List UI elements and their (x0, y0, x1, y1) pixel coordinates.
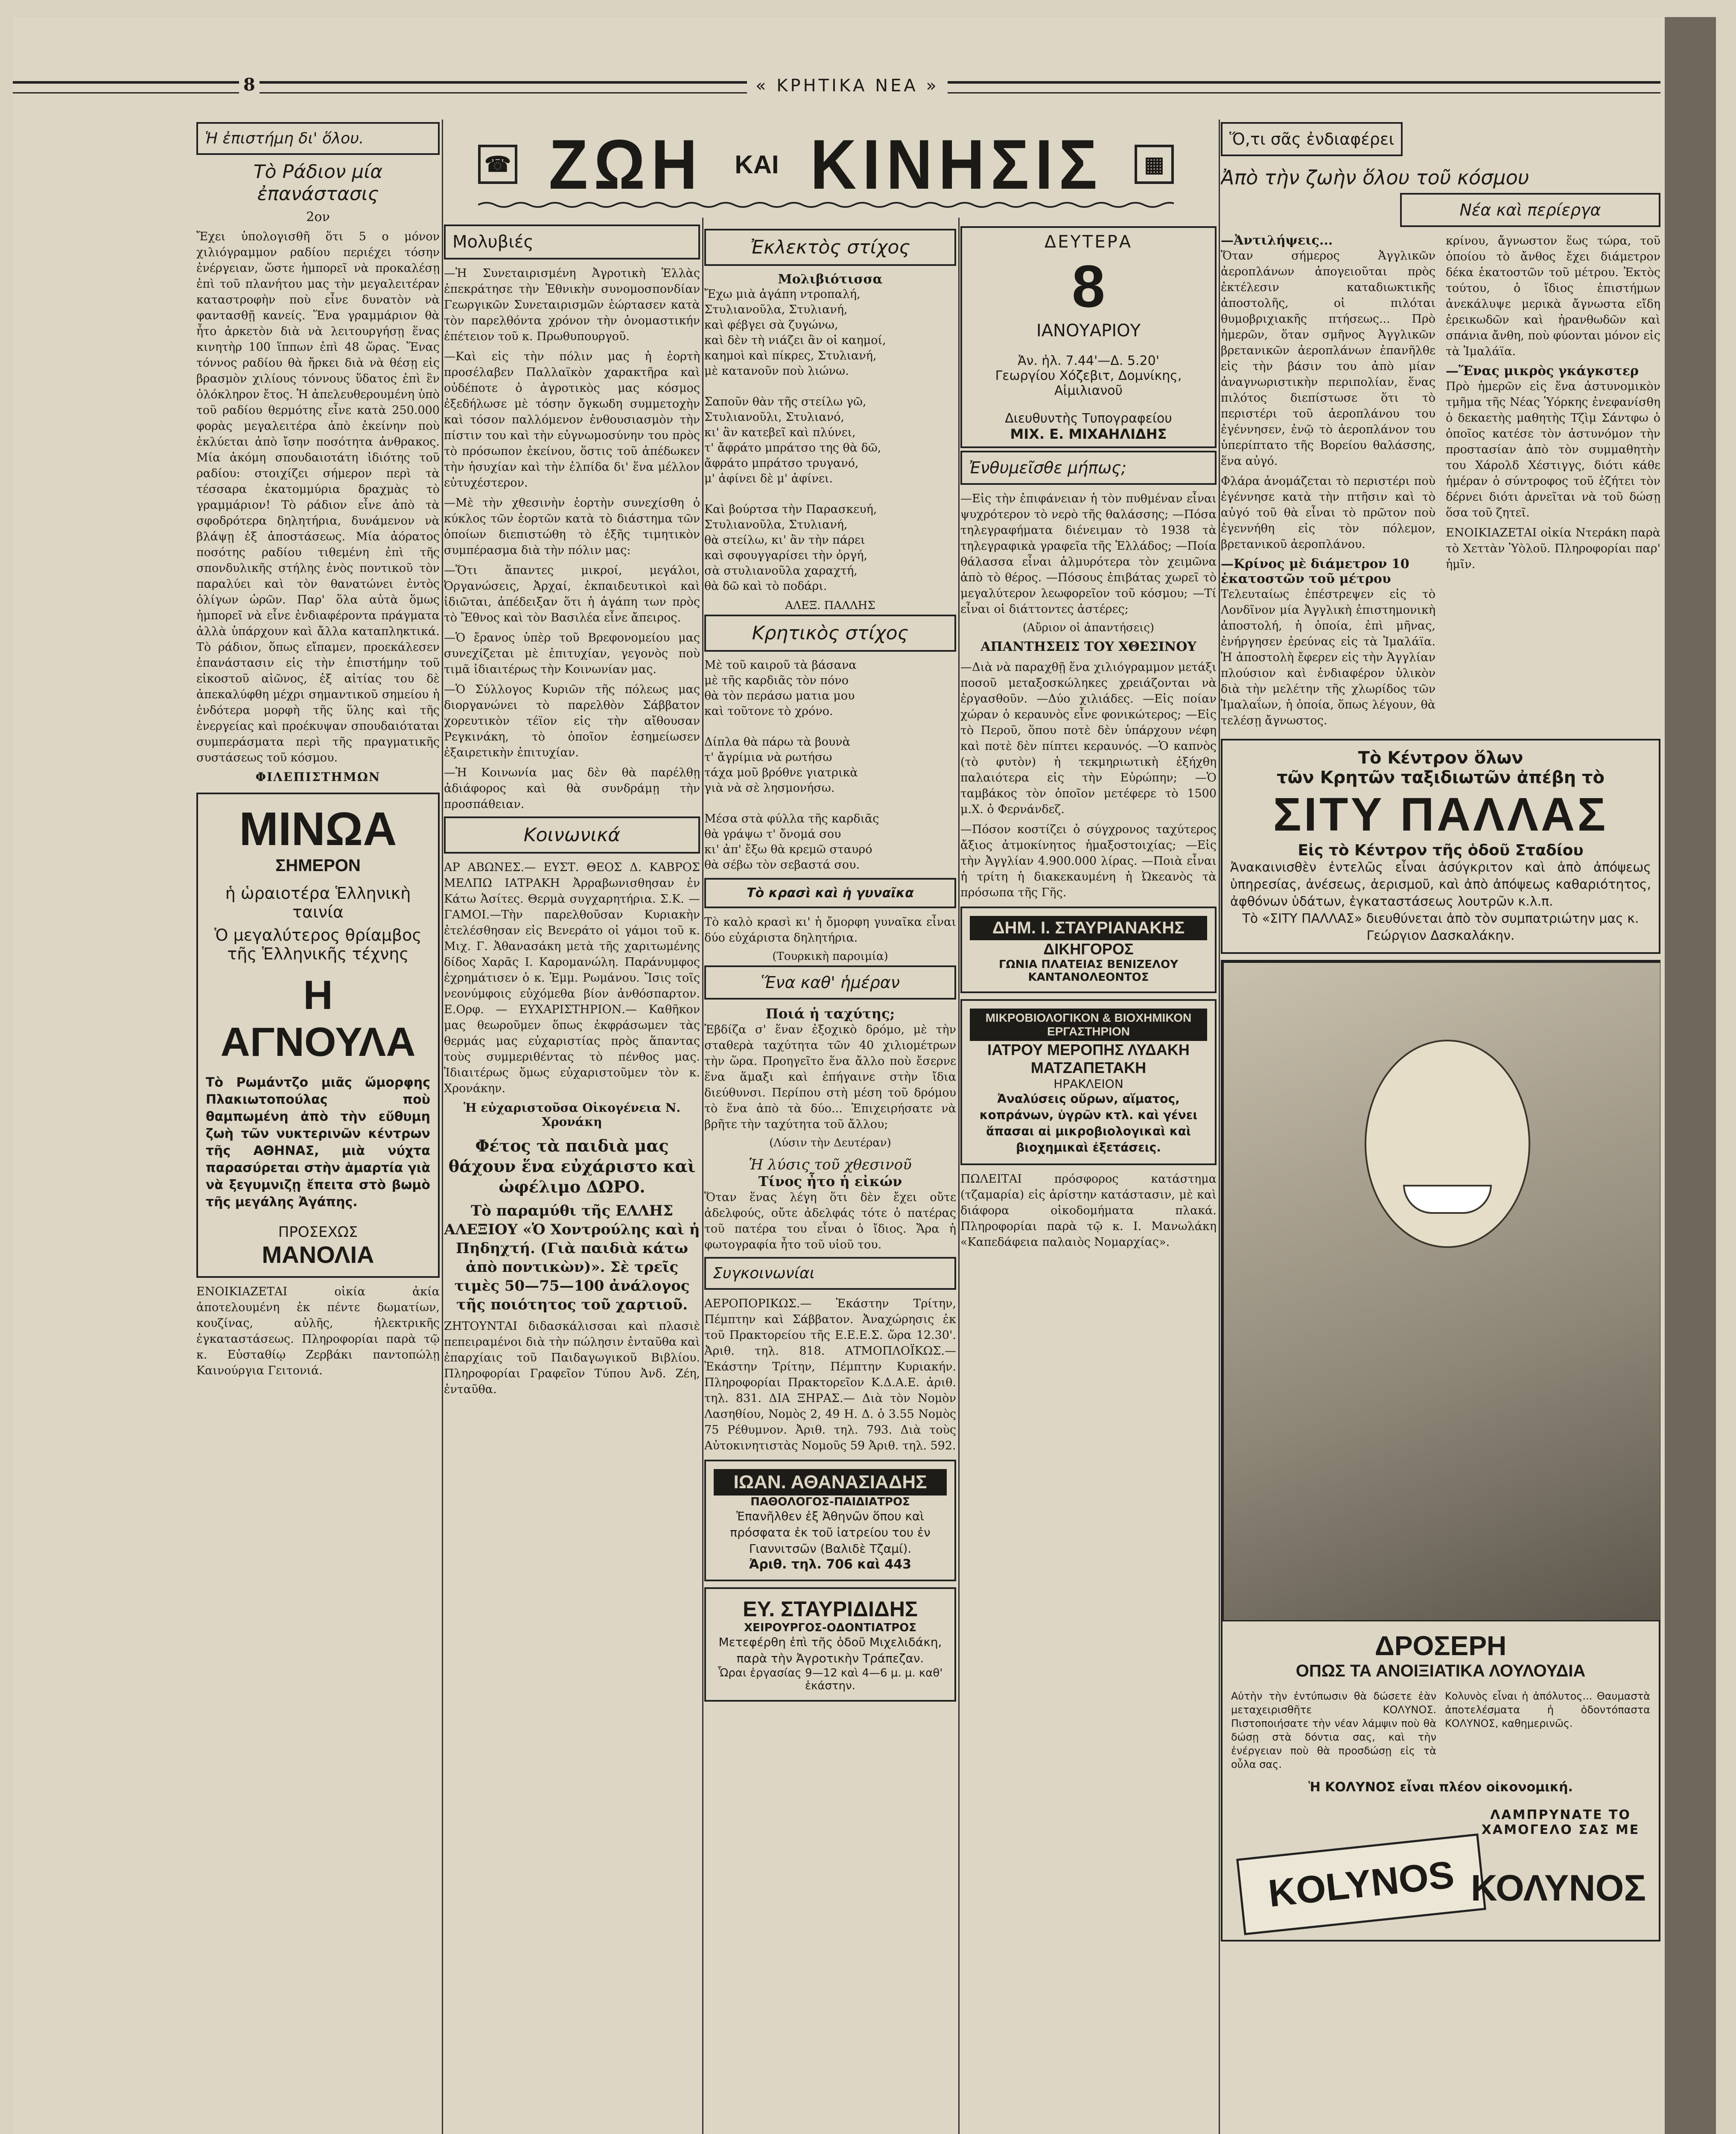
next-film: ΜΑΝΟΛΙΑ (262, 1241, 374, 1268)
hotel-where: Εἰς τὸ Κέντρον τῆς ὁδοῦ Σταδίου (1298, 842, 1584, 859)
molyvies-p5: —Ὁ ἔρανος ὑπὲρ τοῦ Βρεφονομείου μας συνεχίζεται μὲ ἐπιτυχίαν, γεγονὸς ποὺ τιμᾶ ἰδιαιτέρως τὴν Κοινωνίαν μας. (444, 631, 700, 676)
newspaper-page (13, 17, 1716, 2134)
world-tab: Ὅ,τι σᾶς ἐνδιαφέρει (1221, 122, 1403, 156)
wine-title: Τὸ κρασὶ καὶ ἡ γυναῖκα (704, 878, 956, 908)
daily-question: Ποιά ἡ ταχύτης; (765, 1006, 895, 1022)
lab-text: Ἀναλύσεις οὔρων, αἵματος, κοπράνων, ὑγρῶν κτλ. καὶ γένει ἅπασαι αἱ μικροβιολογικαὶ καὶ βιοχημικαὶ ἐξετάσεις. (979, 1092, 1198, 1154)
remember-title: Ἐνθυμεῖσθε μήπως; (960, 451, 1217, 485)
science-part: 2ον (306, 210, 330, 224)
cinema-line2: Ὁ μεγαλύτερος θρίαμβος τῆς Ἑλληνικῆς τέχνης (214, 926, 422, 963)
doctor-name: ΙΩΑΝ. ΑΘΑΝΑΣΙΑΔΗΣ (714, 1469, 947, 1496)
science-headline: Τὸ Ράδιον μία ἐπανάστασις (253, 161, 383, 205)
poem1-text: Ἔχω μιὰ ἀγάπη ντροπαλή, Στυλιανοῦλα, Στυλιανή, καὶ φέβγει σὰ ζυγώνω, καὶ δὲν τὴ νιάζει ἂν οἱ καημοί, καημοὶ καὶ πίκρες, Στυλιανή, μὲ κατανοῦν ποὺ λιώνω. Σαποῦν θὰν τῆς στείλω γῶ, Στυλιανοῦλι, Στυλιανό, κι' ἂν κατεβεῖ καὶ πλύνει, τ' ἄφράτο μπράτσο της θὰ δῶ, ἄφράτο μπράτσο τρυγανό, μ' ἀφίνει δὲ μ' ἀφίνει. Καὶ βούρτσα τὴν Παρασκευή, Στυλιανοῦλα, Στυλιανή, θὰ στείλω, κι' ἂν τὴν πάρει καὶ σφουγγαρίσει τὴν ὀργή, σὰ στυλιανοῦλα χαραχτή, θὰ δῶ καὶ τὸ ποδάρι. (704, 288, 886, 593)
kids-book-text: Τὸ παραμύθι τῆς ΕΛΛΗΣ ΑΛΕΞΙΟΥ «Ὁ Χοντρούλης καὶ ἡ Πηδηχτή. (Γιὰ παιδιὰ κάτω ἀπὸ ποντικὼν)». Σὲ τρεῖς τιμὲς 50—75—100 ἀνάλογος τῆς ποιότητος τοῦ χαρτιοῦ. (444, 1202, 700, 1313)
hotel-top: Τὸ Κέντρον ὅλων (1358, 748, 1523, 768)
science-signature: ΦΙΛΕΠΙΣΤΗΜΩΝ (255, 770, 381, 784)
banner-word-kinisis: ΚΙΝΗΣΙΣ (810, 125, 1103, 204)
social-text: ΑΡ ΑΒΩΝΕΣ.— ΕΥΣΤ. ΘΕΟΣ Δ. ΚΑΒΡΟΣ ΜΕΛΠΩ ΙΑΤΡΑΚΗ Ἀρραβωνισθησαν ἐν Κάτω Ἀσίτες. Θερμὰ συγχαρητήρια. Σ.Κ. — ΓΑΜΟΙ.—Τὴν παρελθοῦσαν Κυριακὴν ἐτελέσθησαν εἰς Βενεράτο οἱ γάμοι τοῦ κ. Μιχ. Γ. Ἀθανασάκη μετὰ τῆς χαριτωμένης δίδος Χαρᾶς Ι. Καρομανώλη. Παράνυμφος ἐχρημάτισεν ὁ κ. Ἐμμ. Ρωμάνου. Ἴσις τοῖς νεονύμφοις εὐχόμεθα βίον ἀνθόσπαρτον. Ε.Ορφ. — ΕΥΧΑΡΙΣΤΗΡΙΟΝ.— Καθῆκον μας θεωροῦμεν ὅπως ἐκφράσωμεν τὰς θερμάς μας εὐχαριστίας πρὸς ἅπαντας τοὺς συμμεριθέντας τὸ πένθος μας. Ἰδιαιτέρως ὅμως εὐχαριστοῦμεν τὸν κ. Χρονάκην. (444, 861, 700, 1095)
calendar-day: ΔΕΥΤΕΡΑ (1044, 232, 1133, 252)
classified-rent: ΕΝΟΙΚΙΑΖΕΤΑΙ οἰκία ἀκία ἀποτελουμένη ἐκ πέντε δωματίων, κουζίνας, αὐλῆς, ἠλεκτρικῆς ἐγκαταστάσεως. Πληροφορίαι παρὰ τῷ κ. Εὐσταθίῳ Ζερβάκι παντοπώλῃ Καινούργια Γειτονιά. (196, 1285, 440, 1377)
calendar-box (960, 226, 1217, 448)
director-label: Διευθυντὴς Τυπογραφείου (1005, 411, 1172, 426)
binding-strip (1665, 17, 1716, 2134)
poem1-title: Μολιβιότισσα (778, 272, 883, 287)
dentist-name: ΕΥ. ΣΤΑΥΡΙΔΙΔΗΣ (743, 1597, 918, 1621)
calendar-date: 8 (1072, 253, 1105, 320)
radio-icon: ☎ (478, 145, 517, 184)
molyvies-p1: —Ἡ Συνεταιρισμένη Ἀγροτικὴ Ἑλλὰς ἐπεκράτησε τὴν Ἐθνικὴν συνομοσπονδίαν Γεωργικῶν Συνεταιρισμῶν ἑώρτασεν κατὰ τὸν παρελθόντα χρόνον τὴν ὀνομαστικήν ἐπέτειον τοῦ κ. Πρωθυπουργοῦ. (444, 267, 700, 343)
doctor-text: Ἐπανῆλθεν ἐξ Ἀθηνῶν ὅπου καὶ πρόσφατα ἐκ τοῦ ἰατρείου του ἐν Γιαννιτσῶν (Βαλιδὲ Τζαμί). (730, 1509, 931, 1556)
world-subhead: Νέα καὶ περίεργα (1400, 193, 1660, 227)
science-box-title: Ἡ ἐπιστήμη δι' ὅλου. (196, 122, 440, 155)
news1-more: Φλάρα ἀνομάζεται τὸ περιστέρι ποὺ ἐγέννησε κατὰ τὴν πτῆσιν καὶ τὸ αὐγό τοῦ θὰ εἶναι τὸ πρῶτον ποὺ ἐγεννήθη εἰς τὸν πόλεμον, βρετανικοῦ ἀεροπλάνου. (1221, 475, 1435, 551)
cretan-verse-title: Κρητικὸς στίχος (704, 615, 956, 652)
face-shape (1365, 1040, 1530, 1248)
lily-continued: κρίνου, ἄγνωστον ἕως τώρα, τοῦ ὁποίου τὸ ἄνθος ἔχει διάμετρον δέκα ἑκατοστῶν τοῦ μέτρου. Ἐκτὸς τούτου, ὁ ἴδιος ἐπιστήμων ἀνεκάλυψε μερικὰ ἄγνωστα εἴδη ἐρεικωδῶν καὶ ἠρανθωδῶν καὶ σπάνια ἄνθη, ποὺ φύονται μόνον εἰς τὰ Ἱμαλάϊα. (1446, 234, 1660, 358)
daily-source: (Λύσιν τὴν Δευτέραν) (769, 1137, 891, 1149)
calendar-saint: Γεωργίου Χόζεβιτ, Δομνίκης, Αἰμιλιανοῦ (995, 368, 1182, 398)
banner-word-zoi: ΖΩΗ (549, 125, 703, 204)
sale-ad: ΠΩΛΕΙΤΑΙ πρόσφορος κατάστημα (τζαμαρία) εἰς ἀρίστην κατάστασιν, μὲ καὶ διάφορα οἰκοδομήματα πλακά. Πληροφορίαι παρὰ τῷ κ. Ι. Μανωλάκη «Καπεδάφεια παλαιὸς Νομαρχίας». (960, 1172, 1217, 1249)
lab-city: ΗΡΑΚΛΕΙΟΝ (1053, 1077, 1123, 1091)
answers-title: ΑΠΑΝΤΗΣΕΙΣ ΤΟΥ ΧΘΕΣΙΝΟΥ (980, 639, 1196, 654)
rent-ad: ΕΝΟΙΚΙΑΖΕΤΑΙ οἰκία Ντεράκη παρὰ τὸ Χεττὰν Ὑὸλοῦ. Πληροφορίαι παρ' ἡμῖν. (1446, 526, 1660, 571)
toothpaste-headline: ΔΡΟΣΕΡΗ (1374, 1630, 1507, 1661)
news1-text: Ὅταν σήμερος Ἀγγλικῶν ἀεροπλάνων ἀπογειοῦται πρὸς ἐκτέλεσιν καταδιωκτικῆς ἀποστολῆς, οἱ πιλόται θυμοβριχιακῆς πτήσεως... Πρὸ ἡμερῶν, ὅταν σμῆνος Ἀγγλικῶν βρετανικῶν ἀεροπλάνων ἐπανῆλθε εἰς τὴν βάσιν του ἀπὸ μίαν ἀναγνωριστικὴν περιπολίαν, ἕνας πιλότος διεπίστωσε ὅτι τὸ περιστέρι τοῦ ἀεροπλάνου του ἐγέννησεν, ἐνῷ τὸ ἀεροπλάνον του ὑπερίπτατο τῆς Βορείου θαλάσσης, ἕνα αὐγό. (1221, 249, 1435, 468)
lab-doctor: ΙΑΤΡΟΥ ΜΕΡΟΠΗΣ ΛΥΔΑΚΗ ΜΑΤΖΑΠΕΤΑΚΗ (987, 1041, 1190, 1076)
column-verse (704, 120, 956, 2134)
daily-title: Ἕνα καθ' ἡμέραν (704, 965, 956, 1000)
column-calendar (960, 120, 1217, 2134)
toothpaste-tube: KOLYNOS (1236, 1834, 1486, 1936)
column-molyvies (444, 120, 700, 2134)
cinema-name: ΜΙΝΩΑ (239, 803, 397, 855)
calendar-month: ΙΑΝΟΥΑΡΙΟΥ (1036, 321, 1141, 341)
hotel-sub: τῶν Κρητῶν ταξιδιωτῶν ἀπέβη τὸ (1277, 768, 1605, 787)
calendar-sun: Ἀν. ἡλ. 7.44'—Δ. 5.20' (1018, 353, 1159, 368)
dentist-hours: Ὧραι ἐργασίας 9—12 καὶ 4—6 μ. μ. καθ' ἑκάστην. (718, 1667, 943, 1692)
film-title: Η ΑΓΝΟΥΛΑ (220, 972, 416, 1065)
hotel-name: ΣΙΤΥ ΠΑΛΛΑΣ (1273, 788, 1608, 841)
lawyer-ad (960, 907, 1217, 993)
cinema-soon: ΠΡΟΣΕΧΩΣ (278, 1224, 358, 1241)
toothpaste-slogan: ΛΑΜΠΡΥΝΑΤΕ ΤΟ ΧΑΜΟΓΕΛΟ ΣΑΣ ΜΕ (1481, 1807, 1640, 1837)
lawyer-address: ΓΩΝΙΑ ΠΛΑΤΕΙΑΣ ΒΕΝΙΖΕΛΟΥ ΚΑΝΤΑΝΟΛΕΟΝΤΟΣ (998, 958, 1179, 984)
molyvies-title: Μολυβιές (444, 224, 700, 259)
cretan-verse-text: Μὲ τοῦ καιροῦ τὰ βάσανα μὲ τῆς καρδιᾶς τὸν πόνο θὰ τὸν περάσω ματια μου καὶ τοῦτονε τὸ χρόνο. Δίπλα θὰ πάρω τὰ βουνὰ τ' ἄγρίμια νὰ ρωτήσω τάχα μοῦ βρόθνε γιατρικὰ γιὰ νὰ σὲ λησμονήσω. Μέσα στὰ φύλλα τῆς καρδιᾶς θὰ γράψω τ' ὄνομά σου κι' ἀπ' ἔξω θὰ κρεμῶ σταυρό θὰ σέβω τὸν σεβαστά σου. (704, 659, 879, 872)
dentist-specialty: ΧΕΙΡΟΥΡΓΟΣ-ΟΔΟΝΤΙΑΤΡΟΣ (744, 1621, 916, 1634)
molyvies-p4: —Ὅτι ἅπαντες μικροί, μεγάλοι, Ὀργανώσεις, Ἀρχαί, ἐκπαιδευτικοὶ καὶ ἰδιῶται, ἀπέδειξαν ὅτι ἡ ἀγάπη των πρὸς τὸ Ἔθνος καὶ τὸν Βασιλέα εἶνε ἄπειρος. (444, 564, 700, 624)
remember-source: (Αὔριον οἱ ἀπαντήσεις) (1022, 621, 1155, 634)
film-icon: ▦ (1135, 145, 1174, 184)
answer-text: Ὅταν ἕνας λέγη ὅτι δὲν ἔχει οὔτε ἀδελφούς, οὔτε ἀδελφάς τότε ὁ πατέρας τοῦ πατέρα του εἶναι ὁ ἴδιος. Ἄρα ἡ φωτογραφία ἦτο τοῦ υἱοῦ του. (704, 1191, 956, 1251)
director-name: ΜΙΧ. Ε. ΜΙΧΑΗΛΙΔΗΣ (1010, 426, 1167, 442)
masthead: « ΚΡΗΤΙΚΑ ΝΕΑ » (747, 76, 948, 96)
lab-title: ΜΙΚΡΟΒΙΟΛΟΓΙΚΟΝ & ΒΙΟΧΗΜΙΚΟΝ ΕΡΓΑΣΤΗΡΙΟΝ (970, 1009, 1207, 1041)
molyvies-p7: —Ἡ Κοινωνία μας δὲν θὰ παρέλθῃ ἀδιάφορος καὶ θὰ συνδράμῃ τὴν προσπάθειαν. (444, 766, 700, 811)
news1-title: —Ἀντιλήψεις... (1221, 233, 1333, 248)
molyvies-p2: —Καὶ εἰς τὴν πόλιν μας ἡ ἑορτὴ προσέλαβεν Παλλαϊκὸν χαρακτῆρα καὶ οὐδέποτε ὁ ἀγροτικὸς μας κόσμος ἐξεδήλωσε μὲ τόσην ὄγκωδη συμμετοχὴν καὶ τόσον παλλόμενον ἐνθουσιασμὸν τὴν πίστιν του καὶ τὴν εὐγνωμοσύνην του πρὸς τὸ πρόσωπον ἐκείνου, ὅστις τοῦ ἀπέδωκεν τὴν ἡσυχίαν καὶ τὴν ἐλπίδα δι' ἕνα μέλλον εὐτυχέστερον. (444, 350, 700, 490)
world-section: Ἀπὸ τὴν ζωὴν ὅλου τοῦ κόσμου (1221, 166, 1529, 189)
hotel-text: Ἀνακαινισθὲν ἐντελῶς εἶναι ἀσύγκριτον καὶ ἀπὸ ἀπόψεως ὑπηρεσίας, ἀνέσεως, ἀερισμοῦ, καὶ ἀπὸ ἀπόψεως καθαριότητος, ἀφθόνων ὑδάτων, ἐγκαταστάσεως λουτρῶν κ.λ.π. (1230, 860, 1651, 909)
toothpaste-text2: Κολυνὸς εἶναι ἡ ἀπόλυτος... Θαυμαστὰ ἀποτελέσματα ἡ ὁδοντόπαστα ΚΟΛΥΝΟΣ, καθημερινῶς. (1445, 1690, 1650, 1729)
toothpaste-brand: ΚΟΛΥΝΟΣ (1470, 1868, 1646, 1909)
film-description: Τὸ Ρωμάντζο μιᾶς ὥμορφης Πλακιωτοπούλας ποὺ θαμπωμένη ἀπὸ τὴν εὔθυμη ζωὴ τῶν νυκτερινῶν κέντρων τῆς ΑΘΗΝΑΣ, μιὰ νύχτα παρασύρεται στὴν ἁμαρτία γιὰ νὰ ξεγυμνιζῃ ἔπειτα στὸ βωμὸ τῆς μεγάλης Ἀγάπης. (206, 1075, 430, 1210)
toothpaste-economy: Ἡ ΚΟΛΥΝΟΣ εἶναι πλέον οἰκονομική. (1308, 1780, 1573, 1795)
dentist-text: Μετεφέρθη ἐπὶ τῆς ὁδοῦ Μιχελιδάκη, παρὰ τὴν Ἀγροτικὴν Τράπεζαν. (718, 1635, 942, 1665)
dentist-ad (704, 1587, 956, 1702)
lab-ad (960, 999, 1217, 1165)
daily-text: Ἐβδίζα σ' ἕναν ἐξοχικὸ δρόμο, μὲ τὴν σταθερὰ ταχύτητα τῶν 40 χιλιομέτρων τὴν ὥρα. Προηγεῖτο ἕνα ἄλλο ποὺ ἔσερνε ἕνα ἅμαξι καὶ ἐπήγαινε στὴν ἴδια διεύθυνσι. Περίπου στὴ μέση τοῦ δρόμου τὸ ἕνα ἀπὸ τὰ δύο... Ἐπιχειρήσατε νὰ βρῆτε τὴν ταχύτητα τοῦ ἄλλου; (704, 1023, 956, 1131)
column-world (1221, 120, 1660, 2134)
poem1-author: ΑΛΕΞ. ΠΑΛΛΗΣ (785, 599, 875, 612)
toothpaste-text: Αὐτὴν τὴν ἐντύπωσιν θὰ δώσετε ἐὰν μεταχειρισθῆτε ΚΟΛΥΝΟΣ. Πιστοποιήσατε τὴν νέαν λάμψιν ποὺ θὰ δώσῃ στὰ δόντια σας, καὶ τὴν ἐνέργειαν ποὺ θὰ προσδώσῃ εἰς τὰ οὖλα σας. (1231, 1690, 1436, 1770)
lawyer-name: ΔΗΜ. Ι. ΣΤΑΥΡΙΑΝΑΚΗΣ (970, 916, 1207, 940)
doctor-specialty: ΠΑΘΟΛΟΓΟΣ-ΠΑΙΔΙΑΤΡΟΣ (750, 1496, 910, 1508)
transport-title: Συγκοινωνίαι (704, 1257, 956, 1290)
toothpaste-sub: ΟΠΩΣ ΤΑ ΑΝΟΙΞΙΑΤΙΚΑ ΛΟΥΛΟΥΔΙΑ (1295, 1662, 1586, 1680)
molyvies-p6: —Ὁ Σύλλογος Κυριῶν τῆς πόλεως μας διοργανώνει τὸ παρελθὸν Σάββατον χορευτικὸν τέϊον εἰς τὴν αἴθουσαν Ρεγκινάκη, τὸ ὁποῖον ἐσημείωσεν ἐξαιρετικὴν ἐπιτυχίαν. (444, 683, 700, 759)
answer-question: Τίνος ἦτο ἡ εἰκών (758, 1173, 902, 1189)
wanted-ad: ΖΗΤΟΥΝΤΑΙ διδασκάλισσαι καὶ πλασιὲ πεπειραμένοι διὰ τὴν πώλησιν ἐνταῦθα καὶ ἐπαρχίαις τοῦ Παιδαγωγικοῦ Βιβλίου. Πληροφορίαι Γραφεῖον Τύπου Ἀνδ. Ζέη, ἐνταῦθα. (444, 1320, 700, 1396)
science-article: Ἔχει ὑπολογισθῆ ὅτι 5 ο μόνον χιλιόγραμμον ραδίου περιέχει τόσην ἐνέργειαν, ὥστε ἡμπορεῖ νὰ προκαλέσῃ ἐπὶ τοῦ πλανήτου μας τὴν μεγαλειτέραν καταστροφὴν ποὺ εἶνε δυνατὸν νὰ φαντασθῇ κανείς. Ἕνα γραμμάριον θὰ ἦτο ἀρκετὸν διὰ νὰ λειτουργήσῃ ἕνας κινητὴρ 100 ἵππων ἐπὶ 48 ὥρας. Ἕνας τόννος ραδίου θὰ ἤρκει διὰ νὰ θέσῃ εἰς βρασμὸν χιλίους τόννους ὕδατος ἐπὶ ἓν ὁλόκληρον ἔτος. Ἡ ἀπελευθερουμένη ὑπὸ τοῦ ραδίου θερμότης εἶνε κατὰ 250.000 φορὰς μεγαλειτέρα ἀπὸ ἐκείνην ποὺ ἐκλύεται ἀπὸ ἴσην ποσότητα ἀνθρακος. Μία ἀκόμη σπουδαιοτάτη ἰδιότης τοῦ ραδίου: στοιχίζει σήμερον περὶ τὰ τέσσαρα ἑκατομμύρια δραχμὰς τὸ γραμμάριον! Τὸ ράδιον εἶνε ἀπὸ τὰ σφοδρότερα δηλητήρια, δυνάμενον νὰ βλάψῃ ἐξ ἀποστάσεως. Μία ἀόρατος ποσότης ραδίου τιθεμένη ἐπὶ τῆς σπονδυλικῆς στήλης ἑνὸς ποντικοῦ τὸν παραλύει καὶ τὸν θανατώνει ἐντὸς ὀλίγων ὡρῶν. Παρ' ὅλα αὐτὰ ὅμως ἡμπορεῖ νὰ εἶνε ἐνδιαφέροντα πράγματα ἀλλὰ ὑπάρχουν καὶ ἄλλα καταπληκτικά. Τὸ ράδιον, ὅπως εἴπαμεν, προεκάλεσεν ἐπανάστασιν εἰς τὴν ἐπιστήμην τοῦ εἰκοστοῦ αἰῶνος, ἐξ αἰτίας του δὲ ἀπεκαλύφθη μέχρι σημαντικοῦ σημείου ἡ ἐνδότερα μορφὴ τῆς ὕλης καὶ τῆς ἐνεργείας καὶ προέκυψαν σπουδαιόταται συμπεράσματα περὶ τῆς πραγματικῆς συστάσεως τοῦ κόσμου. (196, 230, 440, 764)
verse-title: Ἐκλεκτὸς στίχος (704, 229, 956, 266)
answers-text: —Διὰ νὰ παραχθῇ ἕνα χιλιόγραμμον μετάξι ποσοῦ μεταξοσκώληκες χρειάζονται νὰ ἐργασθοῦν. —Δύο χιλιάδες. —Εἰς ποίαν χώραν ὁ κεραυνὸς εἶνε φονικώτερος; —Εἰς τὸ Περοῦ, ὅπου ποτὲ δὲν ὑπάρχουν νέφη καὶ ποτὲ δὲν πίπτει κεραυνός. —Ὁ καπνὸς (τὸ φυτὸν) ἡ τεκμηριωτικὴ ἐξήχθη παλαιότερα εἰς τὴν Εὐρώπην; —Ὁ ταμβάκος τὸν ὁποῖον μετέφερε τὸ 1500 μ.Χ. ὁ Φερνάνδεζ. (960, 661, 1217, 816)
hotel-manager: Τὸ «ΣΙΤΥ ΠΑΛΛΑΣ» διευθύνεται ἀπὸ τὸν συμπατριώτην μας κ. Γεώργιον Δασκαλάκην. (1242, 911, 1639, 943)
kids-book-title: Φέτος τὰ παιδιὰ μας θάχουν ἕνα εὐχάριστο καὶ ὠφέλιμο ΔΩΡΟ. (448, 1136, 696, 1196)
gangster-text: Πρὸ ἡμερῶν εἰς ἕνα ἀστυνομικὸν τμῆμα τῆς Νέας Ὑόρκης ἐνεφανίσθη ὁ δεκαετὴς μαθητὴς Τζὶμ Σάντφω ὁ ὁποῖος κατέσε τὸν ἀστυνόμον τὴν προστασίαν ἀπὸ τὸν συμμαθητὴν του Χάρολδ Χέστιγγς, διότι κάθε ἡμέραν ὁ σύντροφος τοῦ ἐζήτει τὸν δέρνει διότι ἀρνεῖται νὰ τοῦ δώσῃ ὅσα τοῦ ζητεῖ. (1446, 380, 1660, 519)
remember-text: —Εἰς τὴν ἐπιφάνειαν ἡ τὸν πυθμέναν εἶναι ψυχρότερον τὸ νερὸ τῆς θαλάσσης; —Πόσα τηλεγραφήματα διένειμαν τὸ 1938 τὰ τηλεγραφικὰ γραφεῖα τῆς Ἑλλάδος; —Ποία θάλασσα εἶναι ἁλμυρότερα τὸν χειμῶνα ἀπὸ τὸ θέρος. —Πόσους ἐπιβάτας χωρεῖ τὸ μεγαλύτερον λεωφορεῖον τοῦ κόσμου; —Τί εἶναι οἱ διάττοντες ἀστέρες; (960, 492, 1217, 616)
answers-more: —Πόσον κοστίζει ὁ σύγχρονος ταχύτερος ἄξιος ἀτμοκίνητος ἡμαξοστοιχίας; —Εἰς τὴν Ἀγγλίαν 4.900.000 λίρας. —Ποιὰ εἶναι ἡ τρίτη ἡ διακεκαυμένη ἡ Ὠκεανὸς τὰ πρόσωπα τῆς Γῆς. (960, 823, 1217, 899)
answer-title: Ἡ λύσις τοῦ χθεσινοῦ (749, 1156, 912, 1173)
cinema-ad (196, 793, 440, 1278)
column-science (196, 120, 440, 2134)
lily-text: Τελευταίως ἐπέστρεψεν εἰς τὸ Λονδῖνον μία Ἀγγλικὴ ἐπιστημονικὴ ἀποστολή, ἡ ὁποία, ἐπὶ μῆνας, ἐνήργησεν ἐρεύνας εἰς τὰ Ἱμαλάϊα. Ἡ ἀποστολὴ ἔφερεν εἰς τὴν Ἀγγλίαν πλούσιον καὶ ἐνδιαφέρον ὑλικὸν διὰ τὴν μελέτην τῆς χλωρίδος τῶν Ἱμαλαΐων, ἡ ὁποία, ὅπως λέγουν, θὰ τελέσῃ ἄγνωστος. (1221, 588, 1435, 727)
social-signature: Ἡ εὐχαριστοῦσα Οἰκογένεια Ν. Χρονάκη (463, 1101, 681, 1129)
smiling-woman-illustration (1222, 962, 1660, 1621)
cinema-line1: ἡ ὡραιοτέρα Ἑλληνικὴ ταινία (225, 884, 411, 921)
social-title: Κοινωνικά (444, 816, 700, 854)
page-number: 8 (239, 75, 260, 95)
doctor-ad (704, 1460, 956, 1581)
wine-source: (Τουρκικὴ παροιμία) (772, 950, 888, 963)
cinema-today: ΣΗΜΕΡΟΝ (275, 856, 361, 875)
gangster-title: —Ἕνας μικρὸς γκάγκστερ (1446, 364, 1639, 379)
toothpaste-ad (1221, 960, 1660, 1942)
doctor-phone: Ἀριθ. τηλ. 706 καὶ 443 (749, 1557, 911, 1572)
molyvies-p3: —Μὲ τὴν χθεσινὴν ἑορτὴν συνεχίσθη ὁ κύκλος τῶν ἑορτῶν κατὰ τὸ διάστημα τῶν ὁποίων διεπιστώθη τὸ ἐξῆς τιμητικὸν συμπέρασμα διὰ τὴν πόλιν μας: (444, 496, 700, 557)
lily-title: —Κρίνος μὲ διάμετρον 10 ἑκατοστῶν τοῦ μέτρου (1221, 557, 1409, 586)
transport-text: ΑΕΡΟΠΟΡΙΚΩΣ.— Ἐκάστην Τρίτην, Πέμπτην καὶ Σάββατον. Ἀναχώρησις ἐκ τοῦ Πρακτορείου τῆς Ε.Ε.Ε.Σ. ὥρα 12.30'. Ἀριθ. τηλ. 818. ΑΤΜΟΠΛΟΪΚΩΣ.— Ἐκάστην Τρίτην, Πέμπτην Κυριακήν. Πληροφορίαι Πρακτορεῖον Κ.Δ.Α.Ε. ἀριθ. τηλ. 831. ΔΙΑ ΞΗΡΑΣ.— Διὰ τὸν Νομὸν Λασηθίου, Νομὸς 2, 49 Η. Δ. ὁ 3.55 Νομὸς 75 Ρέθυμνον. Ἀριθ. τηλ. 793. Διὰ τοὺς Αὐτοκινητιστὰς Νομοῦς 59 Ἀριθ. τηλ. 592. (704, 1297, 956, 1452)
hotel-ad (1221, 739, 1660, 954)
lawyer-title: ΔΙΚΗΓΟΡΟΣ (1043, 940, 1134, 958)
banner-word-kai: ΚΑΙ (735, 150, 779, 179)
wine-text: Τὸ καλὸ κρασὶ κι' ἡ ὄμορφη γυναῖκα εἶναι δύο εὐχάριστα δηλητήρια. (704, 915, 956, 945)
